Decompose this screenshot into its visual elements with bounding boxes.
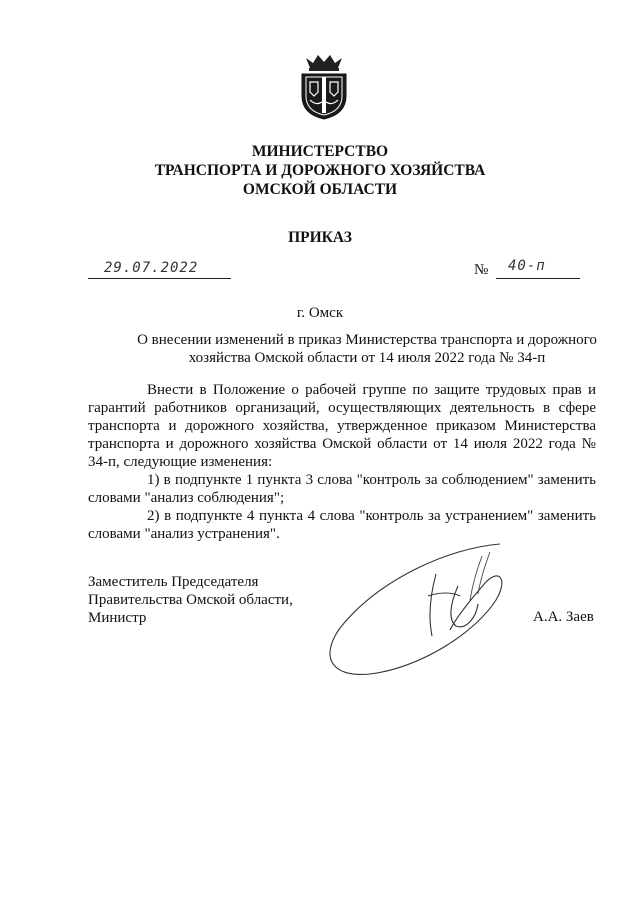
order-subject xyxy=(132,331,602,367)
signer-line-1: Заместитель Председателя xyxy=(88,574,259,590)
signer-line-3: Министр xyxy=(88,610,147,626)
signer-line-2: Правительства Омской области, xyxy=(88,592,293,608)
body-paragraph-item-1: 1) в подпункте 1 пункта 3 слова "контроль за соблюдением" заменить словами "анализ соблюдения"; xyxy=(88,472,596,506)
signer-name: А.А. Заев xyxy=(533,609,594,625)
order-number-label: № xyxy=(474,262,489,278)
coat-of-arms-icon xyxy=(296,50,352,120)
order-number: 40-п xyxy=(508,258,546,274)
body-paragraph-item-2: 2) в подпункте 4 пункта 4 слова "контроль за устранением" заменить словами "анализ устранения". xyxy=(88,508,596,542)
body-paragraph-intro: Внести в Положение о рабочей группе по защите трудовых прав и гарантий работников организаций, осуществляющих деятельность в сфере транспорта и дорожного хозяйства, утвержденное приказом Министерства транспорта и дорожного хозяйства Омской области от 14 июля 2022 года № 34-п, следующие изменения: xyxy=(88,382,596,470)
order-date: 29.07.2022 xyxy=(104,260,199,276)
date-underline xyxy=(88,278,231,279)
city: г. Омск xyxy=(296,305,344,321)
subject-line-2: хозяйства Омской области от 14 июля 2022 года № 34-п xyxy=(188,350,546,366)
ministry-line-1: МИНИСТЕРСТВО xyxy=(251,143,389,160)
subject-line-1: О внесении изменений в приказ Министерства транспорта и дорожного xyxy=(137,332,597,348)
number-underline xyxy=(496,278,580,279)
signer-position xyxy=(88,573,293,627)
order-title: ПРИКАЗ xyxy=(288,229,352,246)
signature-icon xyxy=(300,538,540,688)
ministry-line-2: ТРАНСПОРТА И ДОРОЖНОГО ХОЗЯЙСТВА xyxy=(154,162,486,179)
order-body xyxy=(88,381,596,543)
ministry-line-3: ОМСКОЙ ОБЛАСТИ xyxy=(242,181,398,198)
ministry-name xyxy=(0,142,640,199)
